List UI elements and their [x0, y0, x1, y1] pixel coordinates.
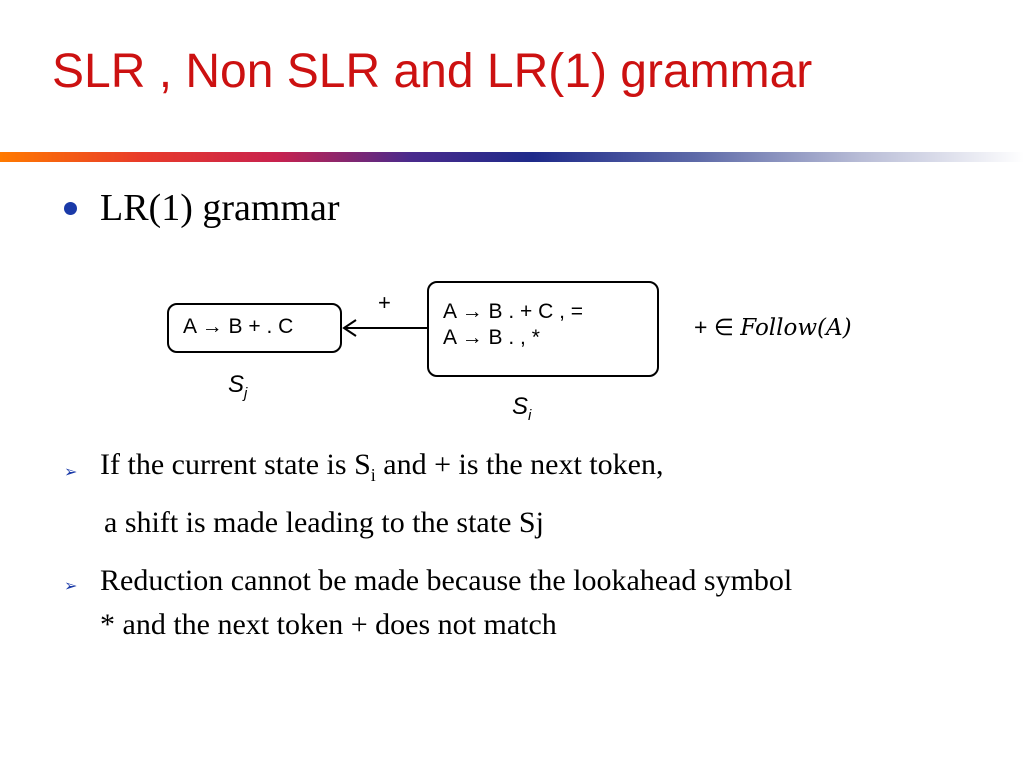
sub-bullet-1-line-2: a shift is made leading to the state Sj — [104, 506, 544, 539]
sub-bullet-2-line-1: Reduction cannot be made because the lookahead symbol — [100, 564, 793, 597]
round-bullet-icon — [64, 202, 77, 215]
follow-condition — [694, 314, 852, 341]
state-j-box — [167, 303, 342, 353]
state-i-item-1: A → B . + C , = — [443, 300, 584, 323]
sub-bullet-1-line-1: If the current state is $S_i$ and + is the next token, — [100, 448, 664, 485]
state-i-box — [427, 281, 659, 377]
gradient-divider — [0, 152, 1024, 162]
state-i-item-2: A → B . , * — [443, 326, 540, 349]
main-bullet-text: LR(1) grammar — [100, 187, 340, 229]
follow-prefix: + ∈ — [694, 314, 741, 340]
transition-label: + — [378, 290, 391, 315]
state-i-label: $S_i$ — [512, 393, 532, 424]
follow-expression: Follow(A) — [740, 315, 852, 341]
state-j-item: A → B + . C — [183, 315, 294, 338]
state-j-label: $S_j$ — [228, 371, 248, 402]
arrowhead-bullet-icon: ➢ — [64, 578, 78, 595]
slide-title: SLR , Non SLR and LR(1) grammar — [52, 45, 813, 98]
sub-bullet-2-line-2: * and the next token + does not match — [100, 608, 557, 641]
arrowhead-bullet-icon: ➢ — [64, 464, 78, 481]
